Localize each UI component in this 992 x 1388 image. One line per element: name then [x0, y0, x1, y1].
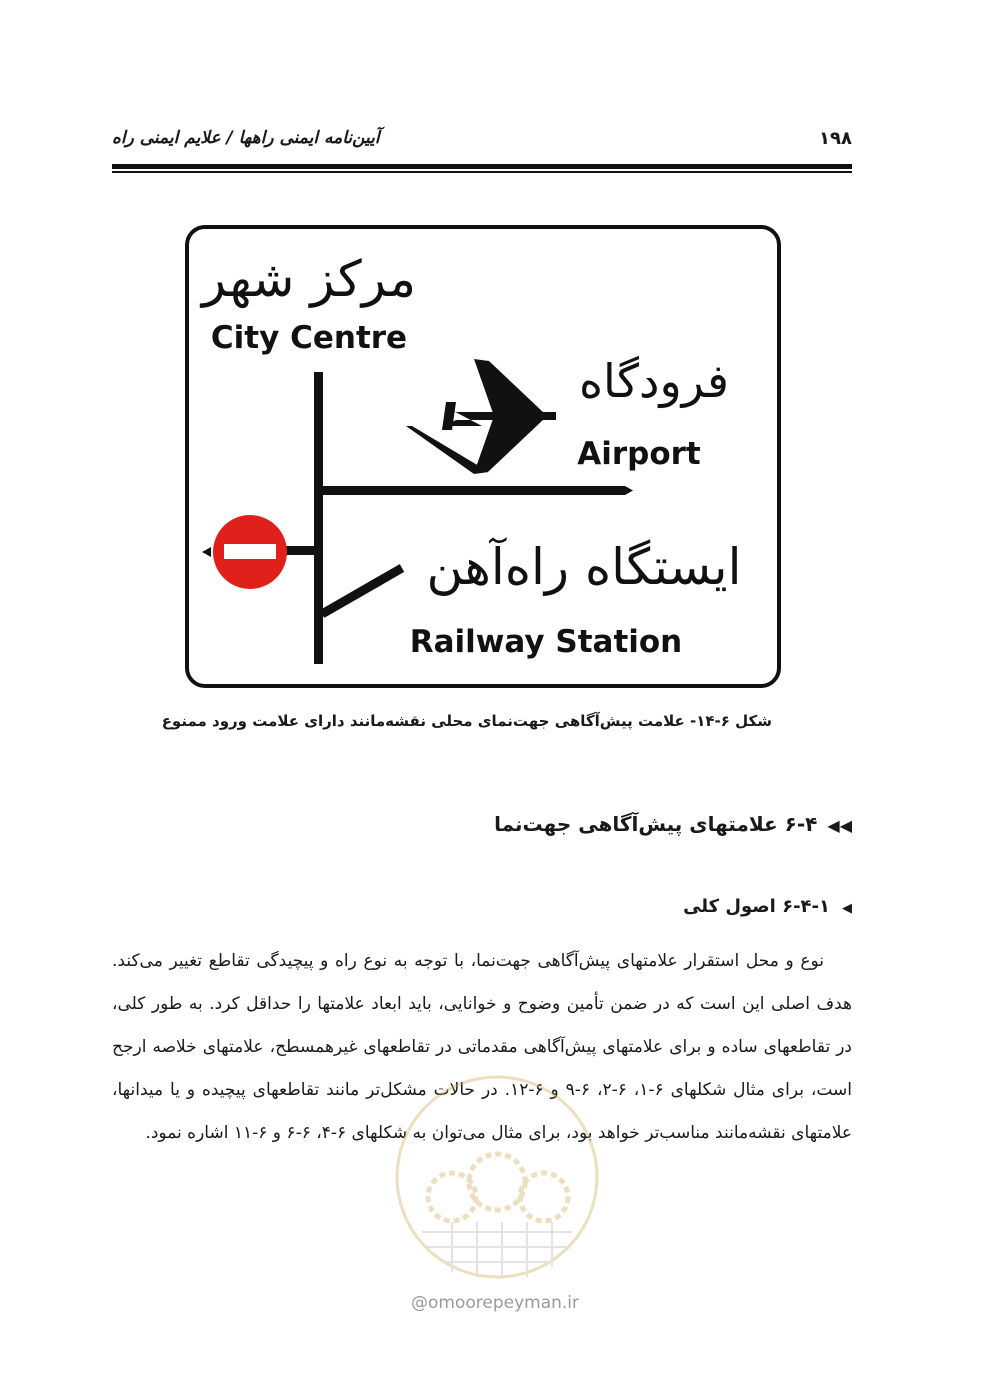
airport-en-label: Airport — [577, 436, 701, 472]
no-entry-bar — [224, 544, 276, 559]
watermark-url: @omoorepeyman.ir — [410, 1293, 580, 1313]
railway-en-label: Railway Station — [409, 624, 683, 660]
watermark-logo-icon — [392, 1072, 602, 1282]
subsection-marker: ◀ — [842, 901, 852, 916]
header-rule-thick — [112, 164, 852, 169]
railway-fa-label: ایستگاه راه‌آهن — [426, 538, 742, 596]
section-title: ۶-۴ علامتهای پیش‌آگاهی جهت‌نما — [494, 812, 818, 836]
figure-caption: شکل ۶-۱۴- علامت پیش‌آگاهی جهت‌نمای محلی نقشه‌مانند دارای علامت ورود ممنوع — [161, 712, 772, 730]
header-rule-thin — [112, 171, 852, 173]
direction-sign-figure — [184, 224, 782, 689]
section-heading — [494, 812, 852, 836]
body-paragraph: نوع و محل استقرار علامتهای پیش‌آگاهی جهت‌نما، با توجه به نوع راه و پیچیدگی تقاطع تغییر می‌کند. هدف اصلی این است که در ضمن تأمین وضوح و خوانایی، باید ابعاد علامتها را حداقل کرد. به طور کلی، در تقاطعهای ساده و برای علامتهای پیش‌آگاهی مقدماتی در تقاطعهای غیرهمسطح، علامتهای خلاصه ارجح است، برای مثال شکلهای ۶-۱، ۶-۲، ۶-۹ و ۶-۱۲. در حالات مشکل‌تر مانند تقاطعهای پیچیده و یا میدانها، علامتهای نقشه‌مانند مناسب‌تر خواهد بود، برای مثال می‌توان به شکلهای ۶-۴، ۶-۶ و ۶-۱۱ اشاره نمود. — [112, 951, 852, 1143]
airport-fa-label: فرودگاه — [578, 354, 730, 408]
airport-branch — [323, 486, 625, 495]
page-number: ۱۹۸ — [819, 128, 852, 149]
no-entry-stub — [286, 546, 314, 555]
subsection-title: ۶-۴-۱ اصول کلی — [683, 896, 830, 917]
running-header-title: آیین‌نامه ایمنی راهها / علایم ایمنی راه — [112, 128, 380, 148]
city-centre-en-label: City Centre — [210, 320, 408, 356]
section-marker: ◀◀ — [827, 816, 852, 835]
sign-svg — [184, 224, 782, 689]
city-centre-fa-label: مرکز شهر — [201, 250, 417, 308]
subsection-heading — [683, 896, 852, 917]
route-stem — [314, 372, 323, 664]
